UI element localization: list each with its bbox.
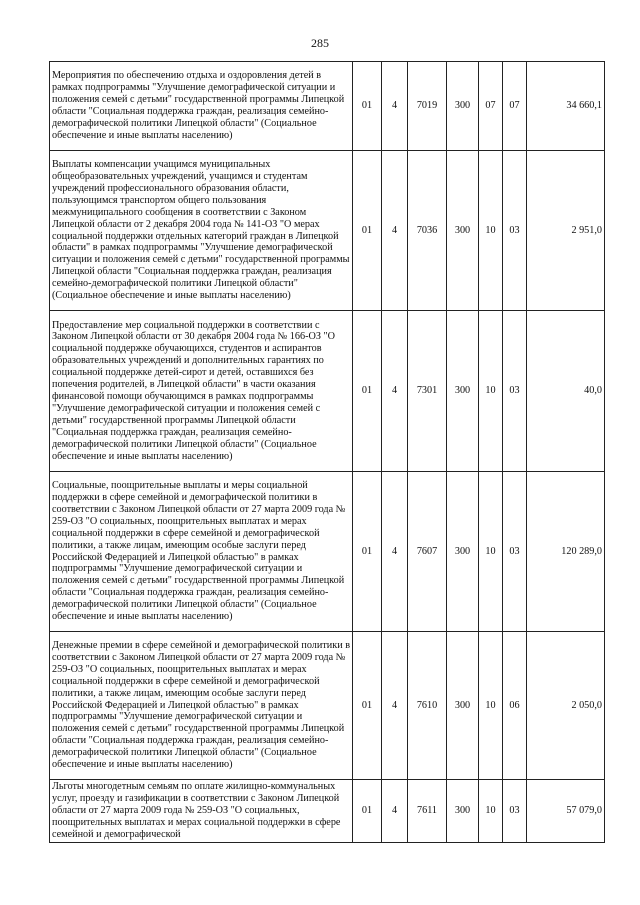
program-code-cell: 01 [353, 780, 382, 843]
target-article-code-cell: 7611 [408, 780, 447, 843]
subprogram-code-cell: 4 [382, 472, 408, 632]
section-code-cell: 10 [479, 311, 503, 472]
subprogram-code-cell: 4 [382, 632, 408, 780]
amount-cell: 2 050,0 [527, 632, 605, 780]
expense-type-code-cell: 300 [447, 151, 479, 311]
expense-type-code-cell: 300 [447, 62, 479, 151]
table-row [50, 632, 605, 780]
section-code-cell: 10 [479, 780, 503, 843]
row-description: Денежные премии в сфере семейной и демографической политики в соответствии с Законом Липецкой области от 27 марта 2009 года № 259-ОЗ "О социальных, поощрительных выплатах и мерах социальной поддержки в сфере семейной и демографической политики, а также лицам, имеющим особые заслуги перед Российской Федерацией и Липецкой областью" в рамках подпрограммы "Улучшение демографической ситуации и положения семей с детьми" государственной программы Липецкой области "Социальная поддержка граждан, реализация семейно-демографической политики Липецкой области" (Социальное обеспечение и иные выплаты населению) [50, 632, 353, 780]
table-row [50, 311, 605, 472]
table-row [50, 472, 605, 632]
row-description: Мероприятия по обеспечению отдыха и оздоровления детей в рамках подпрограммы "Улучшение демографической ситуации и положения семей с детьми" государственной программы Липецкой области "Социальная поддержка граждан, реализация семейно-демографической политики Липецкой области" (Социальное обеспечение и иные выплаты населению) [50, 62, 353, 151]
section-code-cell: 10 [479, 472, 503, 632]
program-code-cell: 01 [353, 151, 382, 311]
subsection-code-cell: 03 [503, 311, 527, 472]
section-code-cell: 10 [479, 632, 503, 780]
amount-cell: 2 951,0 [527, 151, 605, 311]
target-article-code-cell: 7036 [408, 151, 447, 311]
row-description: Выплаты компенсации учащимся муниципальных общеобразовательных учреждений, учащимся и студентам учреждений профессионального образования области, пользующимся транспортом общего пользования межмуниципального сообщения в соответствии с Законом Липецкой области от 2 декабря 2004 года № 141-ОЗ "О мерах социальной поддержки отдельных категорий граждан в Липецкой области" в рамках подпрограммы "Улучшение демографической ситуации и положения семей с детьми" государственной программы Липецкой области "Социальная поддержка граждан, реализация семейно-демографической политики Липецкой области" (Социальное обеспечение и иные выплаты населению) [50, 151, 353, 311]
subprogram-code-cell: 4 [382, 311, 408, 472]
target-article-code-cell: 7607 [408, 472, 447, 632]
amount-cell: 57 079,0 [527, 780, 605, 843]
subsection-code-cell: 03 [503, 472, 527, 632]
amount-cell: 40,0 [527, 311, 605, 472]
row-description: Предоставление мер социальной поддержки в соответствии с Законом Липецкой области от 30 декабря 2004 года № 166-ОЗ "О социальной поддержке обучающихся, студентов и аспирантов образовательных учреждений и дополнительных гарантиях по социальной поддержке детей-сирот и детей, оставшихся без попечения родителей, в Липецкой области" в части оказания финансовой помощи обучающимся в рамках подпрограммы "Улучшение демографической ситуации и положения семей с детьми" государственной программы Липецкой области "Социальная поддержка граждан, реализация семейно-демографической политики Липецкой области" (Социальное обеспечение и иные выплаты населению) [50, 311, 353, 472]
expense-type-code-cell: 300 [447, 632, 479, 780]
target-article-code-cell: 7610 [408, 632, 447, 780]
row-description: Льготы многодетным семьям по оплате жилищно-коммунальных услуг, проезду и газификации в соответствии с Законом Липецкой области от 27 марта 2009 года № 259-ОЗ "О социальных, поощрительных выплатах и мерах социальной поддержки в сфере семейной и демографической [50, 780, 353, 843]
target-article-code-cell: 7019 [408, 62, 447, 151]
section-code-cell: 10 [479, 151, 503, 311]
table-row [50, 62, 605, 151]
subsection-code-cell: 03 [503, 151, 527, 311]
page-number: 285 [311, 36, 329, 50]
budget-table [49, 61, 605, 843]
amount-cell: 34 660,1 [527, 62, 605, 151]
subsection-code-cell: 06 [503, 632, 527, 780]
subsection-code-cell: 07 [503, 62, 527, 151]
subprogram-code-cell: 4 [382, 780, 408, 843]
program-code-cell: 01 [353, 311, 382, 472]
target-article-code-cell: 7301 [408, 311, 447, 472]
program-code-cell: 01 [353, 472, 382, 632]
amount-cell: 120 289,0 [527, 472, 605, 632]
table-row [50, 151, 605, 311]
subprogram-code-cell: 4 [382, 151, 408, 311]
program-code-cell: 01 [353, 62, 382, 151]
expense-type-code-cell: 300 [447, 780, 479, 843]
subprogram-code-cell: 4 [382, 62, 408, 151]
expense-type-code-cell: 300 [447, 311, 479, 472]
program-code-cell: 01 [353, 632, 382, 780]
subsection-code-cell: 03 [503, 780, 527, 843]
table-row [50, 780, 605, 843]
row-description: Социальные, поощрительные выплаты и меры социальной поддержки в сфере семейной и демографической политики в соответствии с Законом Липецкой области от 27 марта 2009 года № 259-ОЗ "О социальных, поощрительных выплатах и мерах социальной поддержки в сфере семейной и демографической политики, а также лицам, имеющим особые заслуги перед Российской Федерацией и Липецкой областью" в рамках подпрограммы "Улучшение демографической ситуации и положения семей с детьми" государственной программы Липецкой области "Социальная поддержка граждан, реализация семейно-демографической политики Липецкой области" (Социальное обеспечение и иные выплаты населению) [50, 472, 353, 632]
expense-type-code-cell: 300 [447, 472, 479, 632]
section-code-cell: 07 [479, 62, 503, 151]
